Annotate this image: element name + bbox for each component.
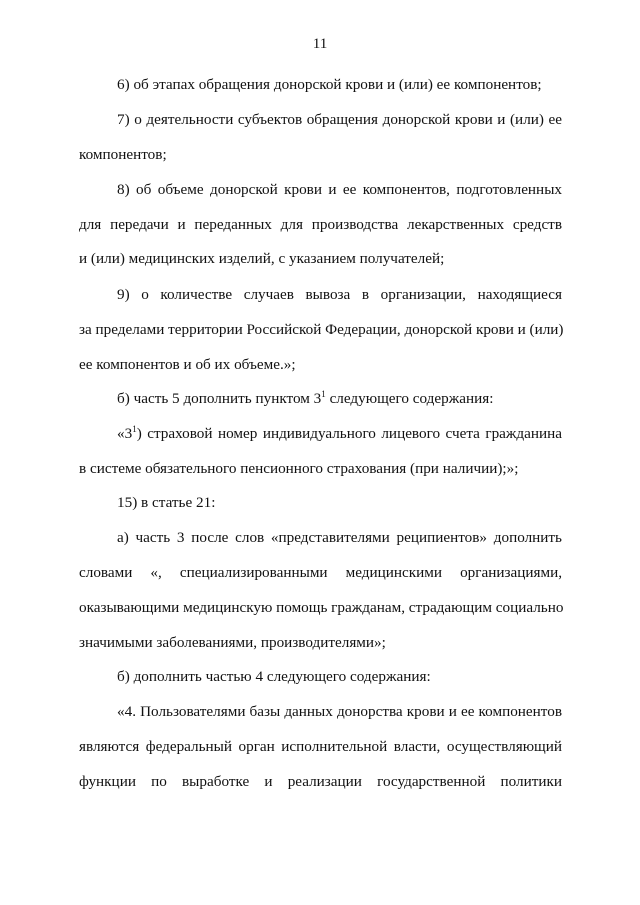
text-line: «4. Пользователями базы данных донорства крови и ее компонентов (117, 703, 562, 720)
text-line: 6) об этапах обращения донорской крови и (или) ее компонентов; (117, 76, 542, 93)
text-line: 8) об объеме донорской крови и ее компонентов, подготовленных (117, 181, 562, 198)
text-line: оказывающими медицинскую помощь гражданам, страдающим социально (79, 599, 564, 616)
text-line: 9) о количестве случаев вывоза в организации, находящиеся (117, 286, 562, 303)
text-line: словами «, специализированными медицинскими организациями, (79, 564, 562, 581)
text-line: 7) о деятельности субъектов обращения донорской крови и (или) ее (117, 111, 562, 128)
text-line (117, 424, 562, 444)
text-line: являются федеральный орган исполнительной власти, осуществляющий (79, 738, 562, 755)
text-line: для передачи и переданных для производства лекарственных средств (79, 216, 562, 233)
text-fragment: «3 (117, 425, 133, 442)
text-line (117, 389, 562, 409)
text-fragment: ) страховой номер индивидуального лицевого счета гражданина (136, 425, 562, 442)
text-line: и (или) медицинских изделий, с указанием получателей; (79, 250, 445, 267)
text-line: ее компонентов и об их объеме.»; (79, 356, 296, 373)
page-number: 11 (312, 35, 328, 52)
text-line: 15) в статье 21: (117, 494, 216, 511)
superscript: 1 (132, 424, 137, 434)
text-fragment: следующего содержания: (325, 390, 494, 407)
text-line: в системе обязательного пенсионного страхования (при наличии);»; (79, 460, 519, 477)
text-line: б) дополнить частью 4 следующего содержания: (117, 668, 431, 685)
text-line: значимыми заболеваниями, производителями»; (79, 634, 386, 651)
text-fragment: б) часть 5 дополнить пунктом 3 (117, 390, 322, 407)
superscript: 1 (321, 389, 326, 399)
text-line: компонентов; (79, 146, 167, 163)
text-line: а) часть 3 после слов «представителями реципиентов» дополнить (117, 529, 562, 546)
text-line: за пределами территории Российской Федерации, донорской крови и (или) (79, 321, 564, 338)
text-line: функции по выработке и реализации государственной политики (79, 773, 562, 790)
